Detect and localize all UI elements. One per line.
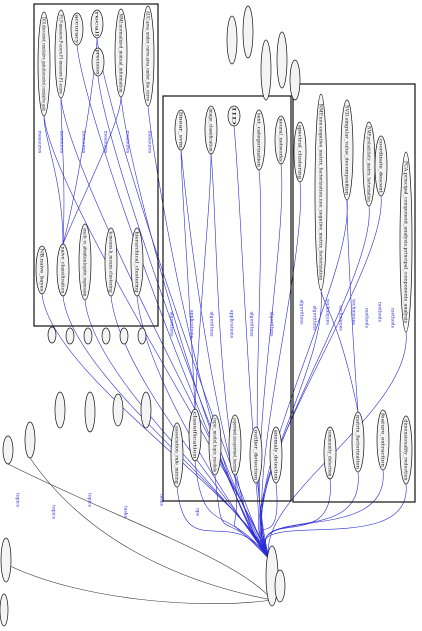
node-svd-singular-value-decomposition bbox=[341, 100, 353, 200]
edge-label: algorithms bbox=[298, 299, 304, 325]
node-label: hierarchical_clustering bbox=[133, 231, 139, 286]
edge-label: techniques bbox=[324, 299, 330, 325]
node-label: classification bbox=[191, 411, 197, 442]
node-association-rule-mining bbox=[171, 423, 183, 487]
node-label: image_classification bbox=[207, 108, 213, 156]
edge-label: techniques bbox=[350, 299, 356, 325]
hub-node bbox=[141, 392, 151, 428]
node-image-classification bbox=[205, 106, 217, 154]
edge-label: algorithms bbox=[168, 311, 174, 337]
node-anomaly-detection bbox=[270, 427, 282, 483]
node-community-detection bbox=[324, 427, 336, 479]
node-matrix-factorization bbox=[352, 412, 364, 472]
node-hierarchical-clustering bbox=[131, 228, 143, 296]
hub-node bbox=[113, 394, 123, 426]
edge-label: applications bbox=[228, 309, 234, 339]
node-nmi-normalized-mutual-information bbox=[115, 9, 127, 100]
node-supervised-unsupervised-learning bbox=[229, 415, 241, 498]
edge-label: measures bbox=[80, 130, 86, 154]
edge bbox=[8, 464, 272, 600]
edge-label: methods bbox=[389, 308, 395, 328]
node-label: neural_networks bbox=[277, 118, 283, 158]
node-label: coordinate_descent bbox=[377, 139, 383, 185]
node-classification bbox=[189, 409, 201, 461]
edge-label: topics bbox=[14, 493, 20, 507]
edge-label: methods bbox=[363, 308, 369, 328]
hub-node bbox=[0, 594, 8, 626]
edge-label: measures bbox=[102, 130, 108, 154]
edge bbox=[263, 484, 406, 560]
edge-label: measures bbox=[36, 130, 42, 154]
hub-node bbox=[55, 392, 65, 428]
hub-node bbox=[3, 436, 13, 464]
hub-node bbox=[138, 328, 146, 344]
node-feature-extraction bbox=[377, 410, 389, 470]
node-k-means-k-means-clustering bbox=[105, 228, 117, 296]
node-nb-naive-bayes bbox=[36, 246, 48, 294]
edge-label: algorithms bbox=[311, 305, 317, 331]
node-label: PCA.principal_component_analysis.principal_components_analysis bbox=[402, 161, 408, 317]
edge-label: algorithms bbox=[208, 311, 214, 337]
hub-node bbox=[275, 570, 285, 602]
node-label: topic_model.topic_models bbox=[211, 418, 217, 479]
edge bbox=[77, 45, 270, 560]
node-label: k-means.k_means.clustering bbox=[107, 231, 113, 298]
node-nmf-non-negative-matrix-factorization-no bbox=[315, 94, 327, 290]
node-label: text_categorization bbox=[255, 113, 261, 158]
edge bbox=[262, 182, 301, 560]
node-label: NMF.non-negative_matrix_factorization.non_negative_matrix_factorization bbox=[317, 103, 323, 278]
node-naive-classification bbox=[57, 244, 69, 296]
edge bbox=[195, 154, 211, 409]
node-label: F1.F-measure.F-score.F1-measure.F1-score bbox=[57, 14, 63, 117]
hub-node bbox=[290, 60, 300, 100]
node-label: linear_svm bbox=[177, 112, 183, 138]
edge bbox=[63, 38, 97, 244]
node-accuracy bbox=[71, 13, 83, 45]
edge-label: algorithms bbox=[268, 311, 274, 337]
edge bbox=[265, 472, 359, 560]
hub-node bbox=[85, 392, 95, 432]
node-label: community_detection bbox=[326, 429, 332, 480]
hub-node bbox=[1, 538, 11, 582]
edge-label: algorithms bbox=[248, 311, 254, 337]
hub-node bbox=[66, 328, 74, 344]
node-label: recall bbox=[93, 11, 99, 25]
node-label: dimensionality_reduction bbox=[402, 419, 408, 479]
node-iid bbox=[228, 106, 240, 126]
edge-label: measures bbox=[58, 130, 64, 154]
hub-node bbox=[25, 422, 35, 458]
node-dimensionality-reduction bbox=[400, 416, 412, 484]
hub-node bbox=[48, 327, 56, 343]
node-neural-networks bbox=[275, 116, 287, 164]
node-label: naive_classification bbox=[59, 246, 65, 292]
hub-node bbox=[102, 328, 110, 344]
node-label: DCG.discounted_cumulative_gain.discounted_cumulative_gain bbox=[40, 17, 46, 163]
edge-label: methods bbox=[376, 302, 382, 322]
node-label: matrix_factorization bbox=[354, 415, 360, 462]
node-pca-principal-component-analysis-princip bbox=[400, 152, 412, 332]
edge-label: topics bbox=[86, 493, 92, 507]
hub-node bbox=[277, 32, 287, 88]
node-nmf-probabilistic-matrix-factorization bbox=[363, 122, 375, 218]
node-label: NMI.normalized_mutual_information bbox=[117, 13, 123, 100]
edge bbox=[261, 200, 348, 560]
node-topic-model-topic-models bbox=[209, 415, 221, 479]
edge bbox=[177, 487, 270, 560]
node-label: spectral_clustering bbox=[296, 125, 302, 170]
hub-node bbox=[261, 40, 271, 100]
edge-label: topics bbox=[50, 505, 56, 519]
node-label: oracle_vs_attention.logistic_regression bbox=[81, 227, 87, 319]
node-label: anomaly_detection bbox=[272, 429, 278, 474]
hub-node bbox=[243, 6, 253, 58]
node-label: SVD.singular_value_decomposition bbox=[343, 105, 349, 187]
node-label: IID bbox=[230, 107, 236, 115]
node-coordinate-descent bbox=[375, 136, 387, 196]
edge-label: measures bbox=[146, 130, 152, 154]
node-linear-svm bbox=[175, 110, 187, 150]
node-label: association_rule_mining bbox=[173, 426, 179, 483]
node-label: accuracy bbox=[73, 14, 79, 36]
edge-label: applications bbox=[188, 309, 194, 339]
node-label: feature_extraction bbox=[379, 413, 385, 456]
hub-node bbox=[84, 328, 92, 344]
hub-node bbox=[120, 328, 128, 344]
node-outlier-detection bbox=[250, 427, 262, 483]
node-layer bbox=[0, 6, 412, 626]
edge bbox=[260, 206, 369, 560]
hub-node bbox=[227, 16, 237, 64]
node-label: outlier_detection bbox=[252, 429, 258, 470]
edge-label: measures bbox=[124, 130, 130, 154]
node-label: supervised.unsupervised_learning bbox=[231, 418, 237, 498]
node-auc-area-under-curve-area-under-the-curv bbox=[142, 6, 154, 118]
edge-label: ops bbox=[194, 507, 200, 517]
edge-label: tasks bbox=[158, 493, 164, 507]
node-label: NMF.probabilistic_matrix_factorization bbox=[365, 126, 371, 218]
node-label: AUC.area_under_curve.area_under_the_curve bbox=[144, 11, 150, 118]
edge bbox=[8, 565, 272, 604]
edge-label: techniques bbox=[337, 305, 343, 331]
node-spectral-clustering bbox=[294, 122, 306, 182]
node-f1-f-measure-f-score-f1-measure-f1-score bbox=[55, 10, 67, 117]
node-oracle-vs-attention-logistic-regression bbox=[79, 224, 91, 319]
node-recall bbox=[91, 10, 103, 38]
edge-label: tasks bbox=[122, 505, 128, 519]
node-precision bbox=[92, 48, 104, 76]
edge bbox=[63, 97, 121, 244]
edge bbox=[264, 470, 383, 560]
node-label: precision bbox=[94, 49, 100, 71]
node-text-categorization bbox=[253, 110, 265, 170]
node-label: NB.naive_bayes bbox=[38, 248, 44, 286]
